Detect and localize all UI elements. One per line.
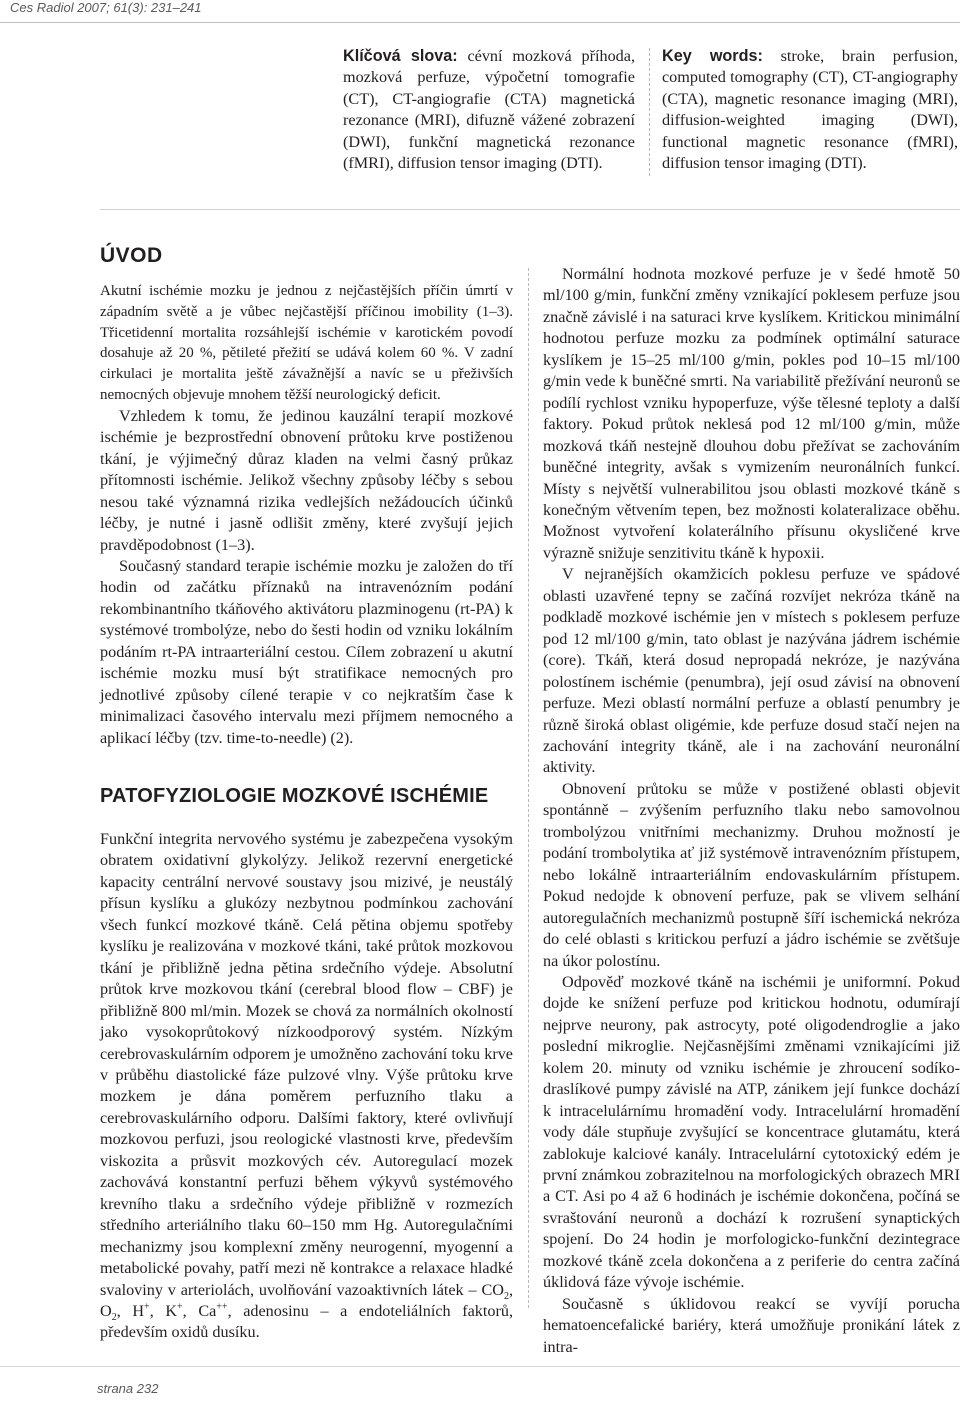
section-heading-uvod: ÚVOD [100, 244, 163, 267]
top-rule [0, 22, 960, 23]
text-run: , O [100, 1280, 513, 1320]
text-run: , adenosinu – a endoteliálních faktorů, především oxidů dusíku. [100, 1302, 513, 1342]
subscript: 2 [111, 1312, 117, 1324]
paragraph-patofyziologie [100, 829, 513, 1344]
superscript: + [144, 1301, 150, 1313]
right-column [543, 264, 960, 1358]
section-heading-patofyziologie: PATOFYZIOLOGIE MOZKOVÉ ISCHÉMIE [100, 785, 489, 807]
paragraph: Normální hodnota mozkové perfuze je v šedé hmotě 50 ml/100 g/min, funkční změny vznikající poklesem perfuze jsou značně závislé i na saturaci krve kyslíkem. Kritickou minimální hodnotou perfuze mozku za podmínek optimální saturace kyslíkem je 15–25 ml/100 g/min, pokles pod 10–15 ml/100 g/min vede k buněčné smrti. Na variabilitě přežívání neuronů se podílí rychlost vzniku hypoperfuze, výše tělesné teploty a další faktory. Pokud průtok neklesá pod 12 ml/100 g/min, může mozková tkáň nestejně dlouhou dobu přežívat se zachováním buněčné integrity, avšak s vymizením neuronálních funkcí. Místy s největší vulnerabilitou jsou oblasti mozkové tkáně s konečným větvením tepen, bez možnosti kolateralizace oběhu. Možnost vytvoření kolaterálního přísunu okysličené krve výrazně snižuje senzitivitu tkáně k hypoxii. [543, 265, 960, 562]
superscript: ++ [216, 1301, 228, 1313]
paragraph: V nejranějších okamžicích poklesu perfuze ve spádové oblasti uzavřené tepny se začíná rozvíjet nekróza tkáně na podkladě mozkové ischémie jen v místech s poklesem perfuze pod 12 ml/100 g/min, tato oblast je nazývána jádrem ischémie (core). Tkáň, která dosud nepropadá nekróze, je nazývána polostínem ischémie (penumbra), její osud závisí na obnovení perfuze. Mezi oblastí normální perfuze a oblastí penumbry je různě široká oblast oligémie, kde perfuze dosud stačí nejen na zachování integrity tkáně, ale i na zachování neuronální aktivity. [543, 565, 960, 777]
keywords-czech-label: Klíčová slova: [343, 47, 458, 65]
running-head: Ces Radiol 2007; 61(3): 231–241 [10, 0, 202, 15]
paragraph-intro: Akutní ischémie mozku je jednou z nejčastějších příčin úmrtí v západním světě a je vůbec nejčastější příčinou imobility (1–3). Třicetidenní mortalita rozsáhlejší ischémie v karotickém povodí dosahuje až 20 %, pětileté přežití se udává kolem 60 %. V zadní cirkulaci je mortalita ještě závažnější a navíc se u přeživších nemocných objevuje mnohem těžší neurologický deficit. [100, 283, 513, 403]
page-number: strana 232 [97, 1381, 159, 1396]
paragraph: Odpověď mozkové tkáně na ischémii je uniformní. Pokud dojde ke snížení perfuze pod kritickou hodnotu, odumírají nejprve neurony, pak astrocyty, poté oligodendroglie a jako poslední mikroglie. Nejčasnějšími změnami vznikajícími již kolem 20. minuty od vzniku ischémie je zhroucení sodíko-draslíkové pumpy závislé na ATP, zánikem její funkce dochází k intracelulárnímu hromadění vody. Intracelulární hromadění vody dále stupňuje zvyšující se koncentrace glutamátu, která zablokuje kalciové kanály. Intracelulární cytotoxický edém je první známkou zobrazitelnou na morfologických obrazech MRI a CT. Asi po 4 až 6 hodinách je ischémie dokončena, počíná se svraštování neuronů a dochází k rozrušení synaptických spojení. Do 24 hodin je morfologicko-funkční dezintegrace mozkové tkáně zcela dokončena a z periferie do centra začíná úklidová fáze vývoje ischémie. [543, 972, 960, 1292]
paragraph: Obnovení průtoku se může v postižené oblasti objevit spontánně – zvýšením perfuzního tlaku nebo samovolnou trombolýzou vnitřními mechanizmy. Druhou možností je podání trombolytika ať již systémově intravenózním přístupem, nebo lokálně intraarteriálním endovaskulárním přístupem. Pokud nedojde k obnovení perfuze, pak se vlivem selhání autoregulačních mechanizmů postupně šíří ischemická nekróza do celé oblasti s kritickou perfuzí a jádro ischémie se zvětšuje na úkor polostínu. [543, 779, 960, 970]
keywords-czech [343, 46, 635, 174]
paragraph: Vzhledem k tomu, že jedinou kauzální terapií mozkové ischémie je bezprostřední obnovení průtoku krve postiženou tkání, je výjimečný důraz kladen na velmi časný průkaz přítomnosti ischémie. Jelikož všechny způsoby léčby s sebou nesou také významná rizika vedlejších nežádoucích účinků léčby, je nutné i jasně odlišit změny, které zvyšují jejich pravděpodobnost (1–3). [100, 406, 513, 554]
subscript: 2 [503, 1290, 509, 1302]
text-run: , K [149, 1302, 178, 1320]
keywords-czech-text: cévní mozková příhoda, mozková perfuze, výpočetní tomografie (CT), CT-angiografie (CTA) magnetická rezonance (MRI), difuzně vážené zobrazení (DWI), funkční magnetická rezonance (fMRI), diffusion tensor imaging (DTI). [343, 47, 635, 173]
text-run: Funkční integrita nervového systému je zabezpečena vysokým obratem oxidativní glykolýzy. Jelikož rezervní energetické kapacity centrální nervové soustavy jsou mizivé, je neustálý přísun kyslíku a glukózy nezbytnou podmínkou zachování všech funkcí mozkové tkáně. Celá pětina objemu spotřeby kyslíku je realizována v mozkové tkáni, také průtok mozkovou tkání je přibližně jedna pětina srdečního výdeje. Absolutní průtok krve mozkovou tkání (cerebral blood flow – CBF) je přibližně 800 ml/min. Mozek se chová za normálních okolností jako vysokoprůtokový nízkoodporový systém. Nízkým cerebrovaskulárním odporem je umožněno zachování toku krve v průběhu diastolické fáze pulzové vlny. Výše průtoku krve mozkem je dána poměrem perfuzního tlaku a cerebrovaskulárního odporu. Dalšími faktory, které ovlivňují mozkovou perfuzi, jsou reologické vlastnosti krve, především viskozita a průsvit mozkových cév. Autoregulací mozek zachovává konstantní perfuzi během výkyvů systémového krevního tlaku a srdečního výdeje přibližně v rozmezích středního arteriálního tlaku 60–150 mm Hg. Autoregulačními mechanizmy jsou komplexní změny neurogenní, myogenní a metabolické povahy, patří mezi ně kontrakce a relaxace hladké svaloviny v arteriolách, uvolňování vazoaktivních látek – CO [100, 830, 513, 1299]
text-run: , Ca [182, 1302, 217, 1320]
paragraph: Současný standard terapie ischémie mozku je založen do tří hodin od začátku příznaků na intravenózním podání rekombinantního tkáňového aktivátoru plazminogenu (rt-PA) k systémové trombolýze, nebo do šesti hodin od vzniku lokálním podáním rt-PA intraarteriální cestou. Cílem zobrazení u akutní ischémie mozku musí být stratifikace nemocných pro jednotlivé způsoby cílené terapie v co nejkratším čase k minimalizaci časového intervalu mezi příjmem nemocného a aplikací léčby (tzv. time-to-needle) (2). [100, 556, 513, 747]
superscript: + [177, 1301, 183, 1313]
left-column [100, 281, 513, 1344]
keywords-english-label: Key words: [662, 47, 763, 65]
section-rule [100, 209, 960, 210]
keywords-english [662, 46, 958, 174]
column-divider [528, 268, 529, 1308]
paragraph: Současně s úklidovou reakcí se vyvíjí porucha hematoencefalické bariéry, která umožňuje pronikání látek z intra- [543, 1294, 960, 1356]
text-run: , H [116, 1302, 145, 1320]
footer-rule [0, 1366, 960, 1367]
keywords-divider [649, 48, 650, 176]
keywords-english-text: stroke, brain perfusion, computed tomography (CT), CT-angiography (CTA), magnetic resonance imaging (MRI), diffusion-weighted imaging (DWI), functional magnetic resonance (fMRI), diffusion tensor imaging (DTI). [662, 47, 958, 173]
